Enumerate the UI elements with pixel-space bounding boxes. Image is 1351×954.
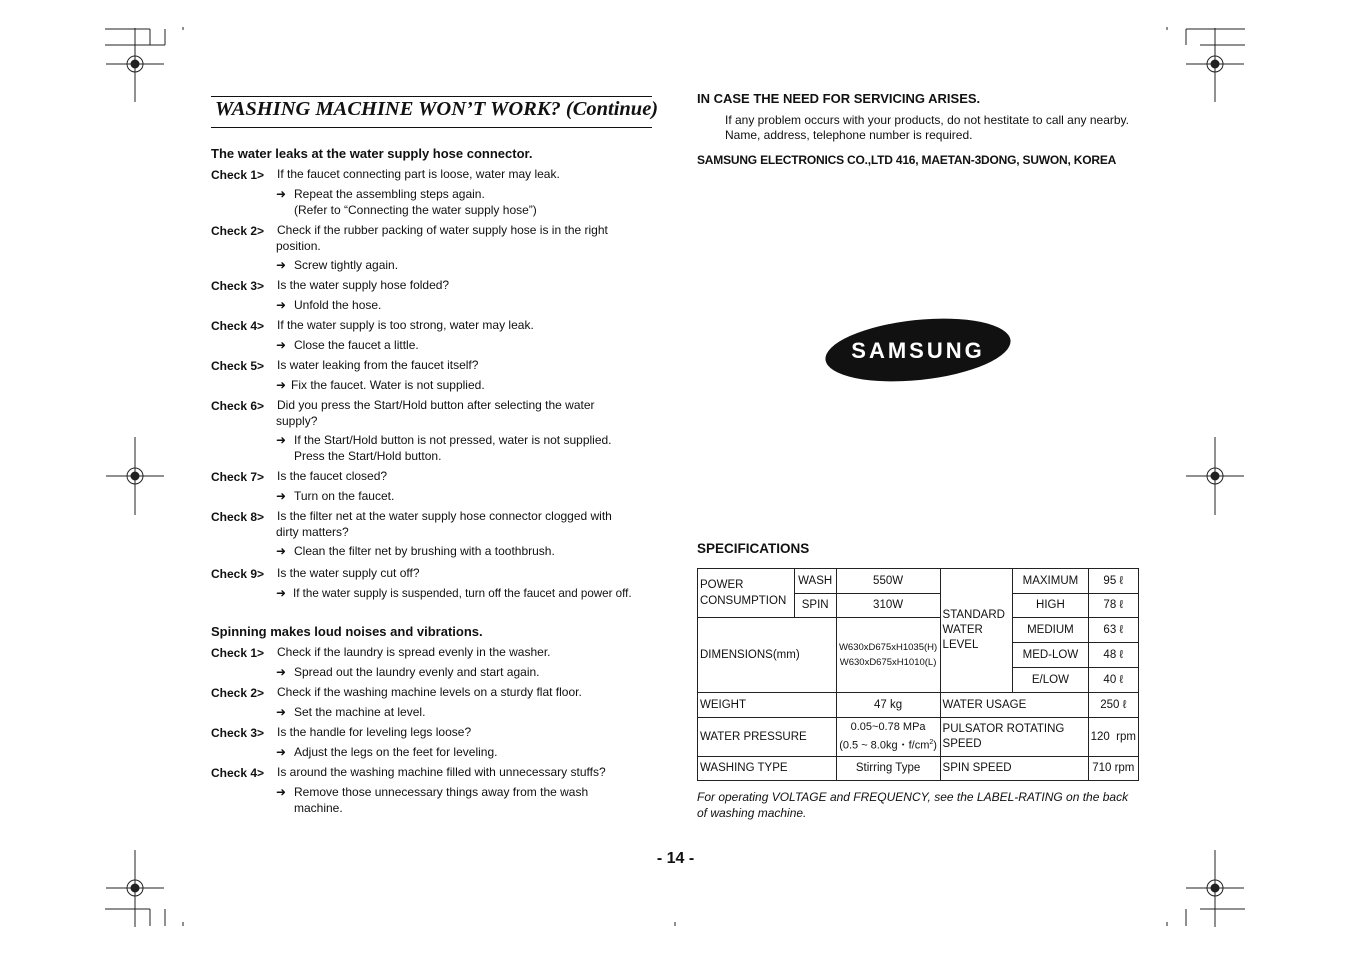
arrow-icon: ➜ <box>276 378 287 392</box>
check-action: Repeat the assembling steps again. <box>294 187 485 201</box>
dimensions-value <box>836 618 940 693</box>
arrow-icon: ➜ <box>276 258 287 272</box>
arrow-icon: ➜ <box>276 187 287 201</box>
arrow-icon: ➜ <box>276 586 287 600</box>
level-name-medium: MEDIUM <box>1013 618 1088 643</box>
arrow-icon: ➜ <box>276 298 287 312</box>
check-action: machine. <box>294 800 343 815</box>
level-value-e-low: 40 ℓ <box>1088 668 1138 693</box>
water-pressure-label: WATER PRESSURE <box>698 718 837 757</box>
service-heading: IN CASE THE NEED FOR SERVICING ARISES. <box>697 91 981 106</box>
check-question: Is the filter net at the water supply hose connector clogged with <box>277 509 612 523</box>
voltage-note: For operating VOLTAGE and FREQUENCY, see the LABEL-RATING on the back of washing machine. <box>697 790 1129 820</box>
check-question: Is the water supply cut off? <box>277 566 420 580</box>
washing-type-value: Stirring Type <box>836 757 940 781</box>
arrow-icon: ➜ <box>276 665 287 679</box>
check-question: Did you press the Start/Hold button after selecting the water <box>277 398 595 412</box>
arrow-icon: ➜ <box>276 433 287 447</box>
page-number: - 14 - <box>656 850 695 867</box>
standard-water-level-label: STANDARD WATER LEVEL <box>940 569 1013 693</box>
check-question: Check if the washing machine levels on a sturdy flat floor. <box>277 685 582 699</box>
arrow-icon: ➜ <box>276 745 287 759</box>
check-label: Check 6> <box>211 399 265 413</box>
service-line-1: If any problem occurs with your products, do not hestitate to call any nearby. <box>725 113 1129 127</box>
check-label: Check 4> <box>211 319 265 333</box>
spin-label: SPIN <box>794 594 836 618</box>
check-question: If the water supply is too strong, water may leak. <box>277 318 534 332</box>
samsung-logo <box>822 318 1014 382</box>
level-name-med-low: MED-LOW <box>1013 643 1088 668</box>
water-usage-label: WATER USAGE <box>940 693 1088 718</box>
check-label: Check 9> <box>211 567 265 581</box>
wash-value: 550W <box>836 569 940 594</box>
level-name-high: HIGH <box>1013 594 1088 618</box>
check-question: Is around the washing machine filled with unnecessary stuffs? <box>277 765 606 779</box>
check-action: Screw tightly again. <box>294 258 399 272</box>
specifications-heading: SPECIFICATIONS <box>697 541 810 556</box>
water-pressure-line-2: (0.5 ~ 8.0kg・f/cm <box>839 739 930 752</box>
check-question: position. <box>276 238 321 253</box>
check-question: dirty matters? <box>276 524 349 539</box>
check-action: Clean the filter net by brushing with a toothbrush. <box>294 544 555 558</box>
check-action: Adjust the legs on the feet for leveling. <box>294 745 498 759</box>
check-action: Remove those unnecessary things away from the wash <box>294 785 589 799</box>
check-question: Check if the rubber packing of water supply hose is in the right <box>277 223 608 237</box>
check-action: Turn on the faucet. <box>294 489 395 503</box>
level-value-high: 78 ℓ <box>1088 594 1138 618</box>
dimensions-label: DIMENSIONS(mm) <box>698 618 837 693</box>
check-question: supply? <box>276 413 318 428</box>
check-question: Is water leaking from the faucet itself? <box>277 358 479 372</box>
spin-speed-label: SPIN SPEED <box>940 757 1088 781</box>
check-question: Is the faucet closed? <box>277 469 388 483</box>
check-question: Is the handle for leveling legs loose? <box>277 725 472 739</box>
pulsator-value: 120 rpm <box>1088 718 1138 757</box>
level-value-med-low: 48 ℓ <box>1088 643 1138 668</box>
check-action: If the water supply is suspended, turn off the faucet and power off. <box>293 587 632 600</box>
check-question: Check if the laundry is spread evenly in the washer. <box>277 645 551 659</box>
check-action: If the Start/Hold button is not pressed, water is not supplied. <box>294 433 612 447</box>
water-usage-value: 250 ℓ <box>1088 693 1138 718</box>
check-question: If the faucet connecting part is loose, water may leak. <box>277 167 560 181</box>
check-question: Is the water supply hose folded? <box>277 278 450 292</box>
spin-value: 310W <box>836 594 940 618</box>
check-action: (Refer to “Connecting the water supply hose”) <box>294 202 537 217</box>
arrow-icon: ➜ <box>276 705 287 719</box>
section-heading-water-leaks: The water leaks at the water supply hose connector. <box>211 146 533 161</box>
check-label: Check 2> <box>211 686 265 700</box>
arrow-icon: ➜ <box>276 785 287 799</box>
weight-label: WEIGHT <box>698 693 837 718</box>
section-heading-spinning-noise: Spinning makes loud noises and vibrations. <box>211 624 483 639</box>
samsung-logo-text: SAMSUNG <box>851 338 985 363</box>
water-pressure-line-1: 0.05~0.78 MPa <box>850 721 926 734</box>
pulsator-label: PULSATOR ROTATING SPEED <box>940 718 1088 757</box>
check-label: Check 1> <box>211 646 265 660</box>
specifications-table <box>697 568 1139 781</box>
page-title-box <box>211 96 659 128</box>
weight-value: 47 kg <box>836 693 940 718</box>
check-label: Check 1> <box>211 168 265 182</box>
spin-speed-value: 710 rpm <box>1088 757 1138 781</box>
check-action: Unfold the hose. <box>294 298 382 312</box>
level-name-maximum: MAXIMUM <box>1013 569 1088 594</box>
check-action: Set the machine at level. <box>294 705 426 719</box>
water-pressure-close: ) <box>933 739 937 752</box>
water-pressure-sup: 2 <box>929 739 934 747</box>
check-label: Check 4> <box>211 766 265 780</box>
dimensions-h: W630xD675xH1035(H) <box>838 642 938 653</box>
check-label: Check 7> <box>211 470 265 484</box>
check-action: Press the Start/Hold button. <box>294 448 442 463</box>
check-label: Check 3> <box>211 279 265 293</box>
arrow-icon: ➜ <box>276 544 287 558</box>
level-value-medium: 63 ℓ <box>1088 618 1138 643</box>
check-action: Spread out the laundry evenly and start again. <box>294 665 540 679</box>
arrow-icon: ➜ <box>276 489 287 503</box>
power-consumption-label: POWER CONSUMPTION <box>698 569 795 618</box>
dimensions-l: W630xD675xH1010(L) <box>839 657 937 668</box>
level-name-e-low: E/LOW <box>1013 668 1088 693</box>
arrow-icon: ➜ <box>276 338 287 352</box>
check-action: Close the faucet a little. <box>294 338 419 352</box>
service-address: SAMSUNG ELECTRONICS CO.,LTD 416, MAETAN-3DONG, SUWON, KOREA <box>697 153 1117 167</box>
check-label: Check 5> <box>211 359 265 373</box>
page-title: WASHING MACHINE WON’T WORK? (Continue) <box>215 98 659 120</box>
check-label: Check 2> <box>211 224 265 238</box>
wash-label: WASH <box>794 569 836 594</box>
service-line-2: Name, address, telephone number is required. <box>725 128 973 142</box>
check-label: Check 8> <box>211 510 265 524</box>
level-value-maximum: 95 ℓ <box>1088 569 1138 594</box>
check-action: Fix the faucet. Water is not supplied. <box>291 378 485 392</box>
water-pressure-value <box>836 718 940 757</box>
washing-type-label: WASHING TYPE <box>698 757 837 781</box>
check-label: Check 3> <box>211 726 265 740</box>
